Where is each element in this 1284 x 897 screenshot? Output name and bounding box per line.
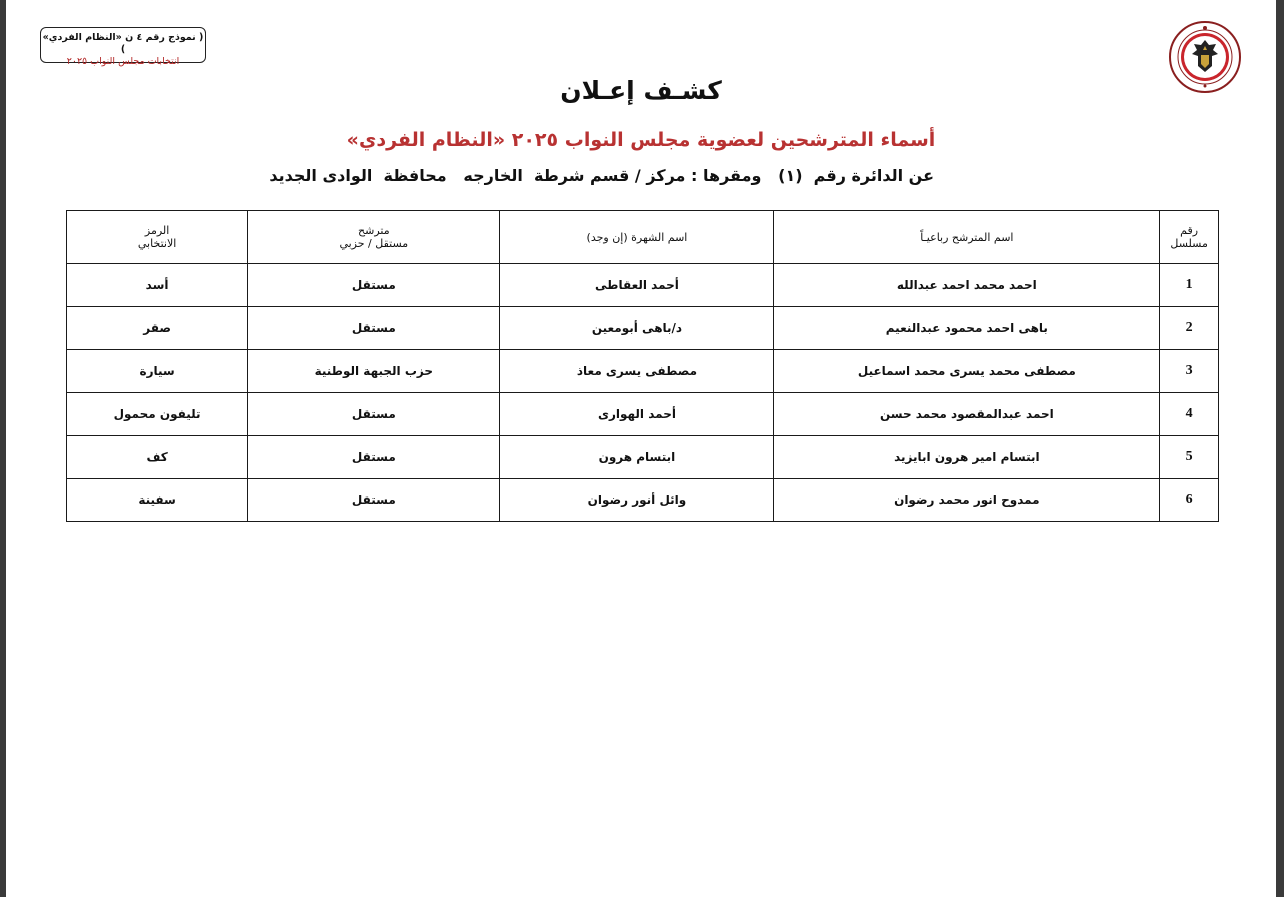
header-candidate-type: مترشح مستقل / حزبي (248, 211, 500, 264)
header-symbol: الرمز الانتخابي (67, 211, 248, 264)
cell-symbol: كف (67, 436, 248, 479)
header-name: اسم المترشح رباعيـاً (774, 211, 1160, 264)
cell-serial: 4 (1160, 393, 1219, 436)
header-fame-name: اسم الشهرة (إن وجد) (500, 211, 774, 264)
cell-serial: 3 (1160, 350, 1219, 393)
cell-type: مستقل (248, 393, 500, 436)
cell-name: ابتسام امير هرون ابايزيد (774, 436, 1160, 479)
cell-symbol: تليفون محمول (67, 393, 248, 436)
cell-fame: د/باهى أبومعين (500, 307, 774, 350)
cell-name: باهى احمد محمود عبدالنعيم (774, 307, 1160, 350)
cell-serial: 6 (1160, 479, 1219, 522)
cell-name: مصطفى محمد يسرى محمد اسماعيل (774, 350, 1160, 393)
table-row (67, 479, 1219, 522)
cell-name: احمد عبدالمقصود محمد حسن (774, 393, 1160, 436)
table-row (67, 307, 1219, 350)
table-row (67, 350, 1219, 393)
form-number-box (40, 27, 206, 67)
candidates-table (66, 210, 1219, 522)
table-row (67, 264, 1219, 307)
cell-fame: ابتسام هرون (500, 436, 774, 479)
cell-symbol: سفينة (67, 479, 248, 522)
cell-fame: مصطفى يسرى معاذ (500, 350, 774, 393)
cell-serial: 2 (1160, 307, 1219, 350)
cell-serial: 1 (1160, 264, 1219, 307)
cell-symbol: سيارة (67, 350, 248, 393)
election-label: انتخابات مجلس النواب ٢٠٢٥ (66, 56, 180, 67)
header-serial: رقم مسلسل (1160, 211, 1219, 264)
cell-type: حزب الجبهة الوطنية (248, 350, 500, 393)
cell-name: ممدوح انور محمد رضوان (774, 479, 1160, 522)
cell-symbol: صقر (67, 307, 248, 350)
page-title: كشـف إعـلان (560, 76, 722, 105)
cell-name: احمد محمد احمد عبدالله (774, 264, 1160, 307)
cell-type: مستقل (248, 307, 500, 350)
cell-fame: أحمد الهوارى (500, 393, 774, 436)
district-info: عن الدائرة رقم (١) ومقرها : مركز / قسم شرطة الخارجه محافظة الوادى الجديد (269, 166, 934, 185)
table-row (67, 436, 1219, 479)
document-page (6, 0, 1276, 897)
page-subtitle: أسماء المترشحين لعضوية مجلس النواب ٢٠٢٥ «النظام الفردي» (346, 129, 936, 151)
cell-serial: 5 (1160, 436, 1219, 479)
cell-type: مستقل (248, 436, 500, 479)
table-row (67, 393, 1219, 436)
cell-symbol: أسد (67, 264, 248, 307)
cell-fame: أحمد العقاطى (500, 264, 774, 307)
cell-fame: وائل أنور رضوان (500, 479, 774, 522)
table-header-row (67, 211, 1219, 264)
cell-type: مستقل (248, 479, 500, 522)
cell-type: مستقل (248, 264, 500, 307)
form-number-label: ( نموذج رقم ٤ ن «النظام الفردي» ) (42, 32, 204, 55)
